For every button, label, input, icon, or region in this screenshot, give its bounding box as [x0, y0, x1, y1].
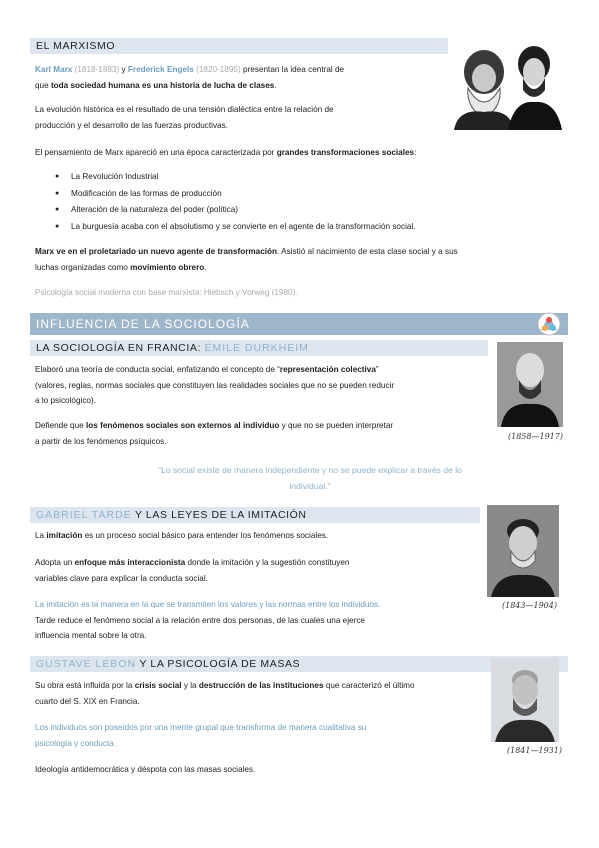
l-p1-bold2: destrucción de las instituciones [198, 681, 324, 690]
d-p1-line2: (valores, reglas, normas sociales que constituyen las realidades sociales que no se pueden reducir [35, 380, 395, 390]
d-p1-a: Elaboró una teoría de conducta social, enfatizando el concepto de “ [35, 365, 280, 374]
d-p2-bold: los fenómenos sociales son externos al individuo [85, 421, 280, 430]
l-p1-a: Su obra está influida por la [35, 681, 135, 690]
tarde-p2 [35, 555, 485, 586]
section-header-tarde [30, 507, 480, 523]
conj: y [119, 65, 128, 74]
p4-b: . Asistió al nacimiento de esta clase social y a sus [277, 247, 458, 256]
t-p1-bold: imitación [46, 531, 83, 540]
t-p2-c: donde la imitación y la sugestión constituyen [185, 558, 350, 567]
marxismo-p4 [35, 244, 565, 275]
lebon-p2 [35, 720, 487, 751]
d-p1-line3: a lo psicológico). [35, 396, 96, 405]
marx-years: (1818-1883) [74, 65, 120, 74]
l-p3: Ideología antidemocrática y déspota con las masas sociales. [35, 765, 256, 774]
tarde-caption: (1843—1904) [502, 601, 557, 610]
l-p2-line2: psicología y conducta. [35, 738, 117, 748]
quote-line1: “Lo social existe de manera independiente y no se puede explicar a través de lo [158, 465, 462, 475]
p3-a: El pensamiento de Marx apareció en una época caracterizada por [35, 148, 277, 157]
tarde-title: Y LAS LEYES DE LA IMITACIÓN [131, 509, 307, 521]
t-p2-line2: variables clave para explicar la conducta social. [35, 573, 208, 583]
d-p1-c: ” [375, 365, 379, 374]
l-p1-bold1: crisis social [134, 681, 182, 690]
tarde-portrait [487, 505, 559, 597]
t-p1-c: es un proceso social básico para entender los fenómenos sociales. [82, 531, 329, 540]
durkheim-quote [80, 462, 540, 494]
list-item: ● Modificación de las formas de producción [55, 186, 535, 203]
marxismo-p3 [35, 145, 555, 161]
p4-bold: Marx ve en el proletariado un nuevo agente de transformación [35, 247, 278, 256]
p4-c: luchas organizadas como [35, 262, 131, 272]
marxismo-note [35, 285, 435, 301]
engels-name: Frederick Engels [127, 65, 194, 74]
p1-que: que [35, 80, 51, 90]
list-item: ● La burguesía acaba con el absolutismo y se convierte en el agente de la transformación social. [55, 219, 535, 236]
p1-end: . [274, 80, 277, 90]
p1-rest: presentan la idea central de [240, 65, 345, 74]
marx-engels-portrait [448, 38, 570, 130]
l-p2-line1: Los individuos son poseídos por una mente grupal que transforma de manera cualitativa su [35, 723, 367, 732]
lebon-title: Y LA PSICOLOGÍA DE MASAS [136, 658, 301, 670]
p4-e: . [204, 262, 207, 272]
lebon-p3 [35, 762, 487, 778]
p1-bold: toda sociedad humana es una historia de lucha de clases [50, 80, 275, 90]
marxismo-p1 [35, 62, 425, 93]
t-p2-a: Adopta un [35, 558, 75, 567]
durkheim-title: LA SOCIOLOGÍA EN FRANCIA: [36, 342, 205, 354]
p3-c: : [414, 148, 417, 157]
p2-line1: La evolución histórica es el resultado de una tensión dialéctica entre la relación de [35, 105, 334, 114]
lebon-caption: (1841—1931) [507, 746, 562, 755]
p3-bold: grandes transformaciones sociales [276, 148, 415, 157]
d-p1-bold: representación colectiva [279, 365, 376, 374]
durkheim-portrait [497, 342, 563, 427]
list-item: ● La Revolución Industrial [55, 169, 535, 186]
d-p2-line2: a partir de los fenómenos psíquicos. [35, 436, 167, 446]
section-header-influencia [30, 313, 568, 335]
tarde-p3 [35, 597, 485, 644]
t-p2-bold: enfoque más interaccionista [74, 558, 186, 567]
lebon-name: GUSTAVE LEBON [36, 658, 137, 670]
d-p2-c: y que no se pueden interpretar [279, 421, 394, 430]
logo-icon [537, 312, 561, 336]
marx-name: Karl Marx [35, 65, 73, 74]
section-title: EL MARXISMO [36, 40, 116, 52]
marxismo-bullets [55, 169, 535, 235]
t-p3-highlight: La imitación es la manera en la que se transmiten los valores y las normas entre los individuos. [35, 600, 381, 609]
list-item: ● Alteración de la naturaleza del poder (política) [55, 202, 535, 219]
section-header-durkheim [30, 340, 488, 356]
section-title: INFLUENCIA DE LA SOCIOLOGÍA [36, 317, 250, 331]
durkheim-p2 [35, 418, 495, 449]
t-p4-line1: Tarde reduce el fenómeno social a la relación entre dos personas, de las cuales una ejerce [35, 615, 365, 625]
marxismo-p2 [35, 102, 435, 133]
lebon-portrait [491, 658, 559, 742]
l-p1-c: y la [181, 681, 199, 690]
l-p1-e: que caracterizó el último [323, 681, 415, 690]
quote-line2: individual.” [289, 481, 331, 491]
durkheim-name: ÉMILE DURKHEIM [204, 342, 309, 354]
t-p4-line2: influencia mental sobre la otra. [35, 631, 147, 640]
tarde-name: GABRIEL TARDE [36, 509, 132, 521]
p2-line2: producción y el desarrollo de las fuerzas productivas. [35, 120, 228, 130]
marx-link [35, 65, 119, 74]
section-header-lebon [30, 656, 568, 672]
tarde-p1 [35, 528, 485, 544]
t-p1-a: La [35, 531, 47, 540]
d-p2-a: Defiende que [35, 421, 86, 430]
l-p1-line2: cuarto del S. XIX en Francia. [35, 696, 140, 706]
durkheim-caption: (1858—1917) [508, 432, 563, 441]
engels-years: (1820-1895) [196, 65, 241, 74]
durkheim-p1 [35, 362, 495, 409]
note-text: Psicología social moderna con base marxista: Hiebsch y Vorweg (1980). [35, 288, 298, 297]
p4-bold2: movimiento obrero [130, 262, 205, 272]
lebon-p1 [35, 678, 487, 709]
